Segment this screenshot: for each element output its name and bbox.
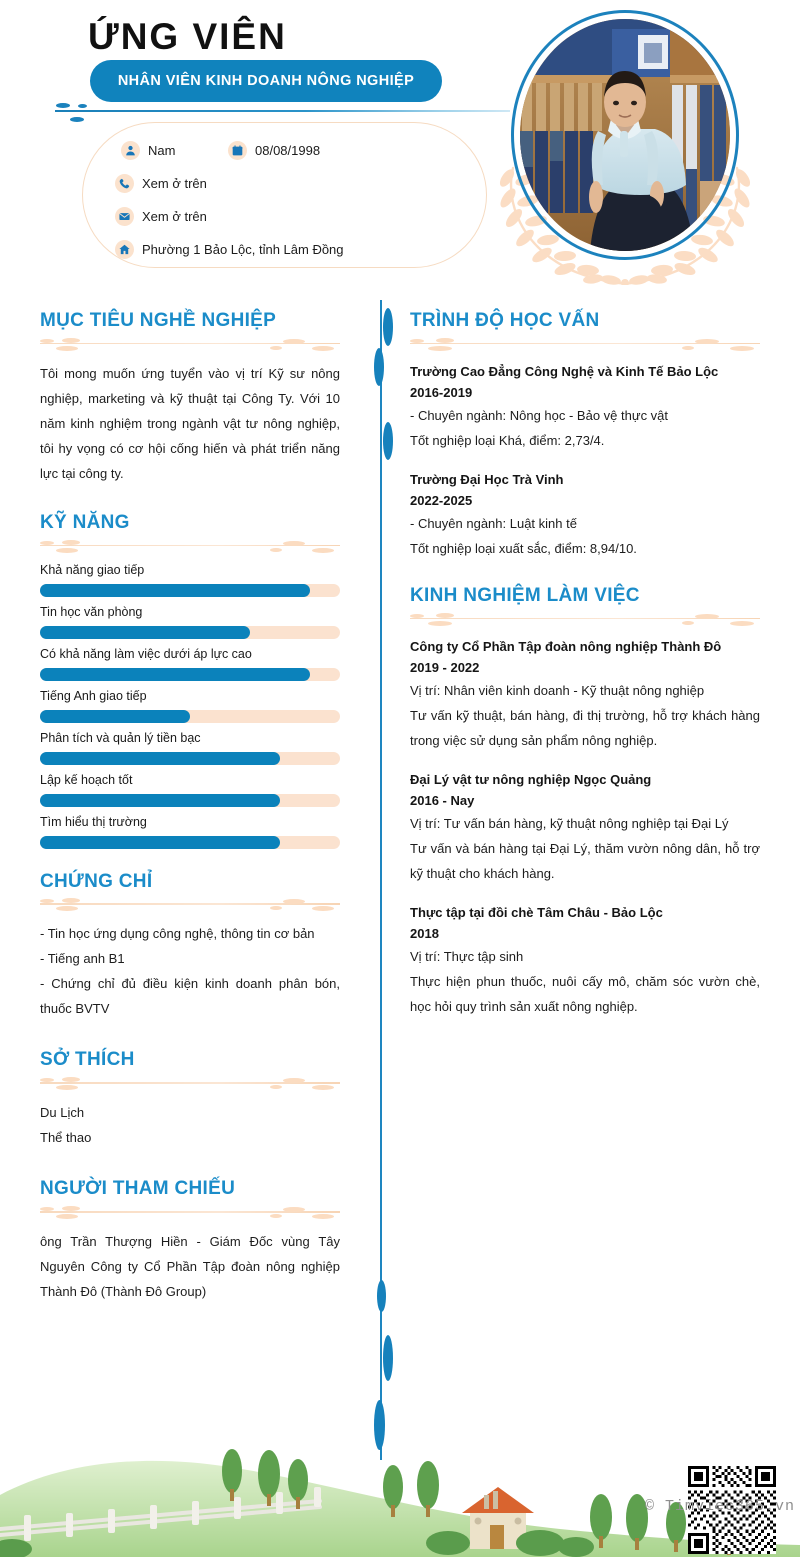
- experience-period: 2018: [410, 925, 439, 941]
- divider-blob-2: [374, 348, 384, 386]
- left-column: [40, 310, 340, 1304]
- skill-bar-track: [40, 794, 340, 807]
- list-item: - Tin học ứng dụng công nghệ, thông tin cơ bản: [40, 926, 315, 942]
- header-dot-3: [70, 117, 84, 122]
- skill-bar-fill: [40, 752, 280, 765]
- experience-detail: Vị trí: Nhân viên kinh doanh - Kỹ thuật nông nghiệp: [410, 682, 705, 698]
- section-certificates: [40, 871, 340, 1022]
- experience-company: Thực tập tại đồi chè Tâm Châu - Bảo Lộc: [410, 904, 663, 920]
- skill-bar-track: [40, 836, 340, 849]
- experience-divider: [410, 612, 760, 626]
- skill-label: Tìm hiểu thị trường: [40, 814, 147, 829]
- experience-entry: [410, 636, 760, 753]
- skill-bar-track: [40, 626, 340, 639]
- page-title: ỨNG VIÊN: [88, 16, 287, 57]
- experience-list: [410, 636, 760, 1019]
- education-detail: Tốt nghiệp loại Khá, điểm: 2,73/4.: [410, 432, 605, 448]
- experience-entry: [410, 769, 760, 886]
- experience-company: Công ty Cổ Phần Tập đoàn nông nghiệp Thành Đô: [410, 638, 722, 654]
- skills-list: [40, 563, 340, 849]
- education-detail: Tốt nghiệp loại xuất sắc, điểm: 8,94/10.: [410, 540, 637, 556]
- experience-detail: Tư vấn kỹ thuật, bán hàng, đi thị trường, hỗ trợ khách hàng trong việc sử dụng sản phẩm nông nghiệp.: [410, 707, 760, 748]
- avatar-ring: [511, 10, 739, 260]
- education-list: [410, 361, 760, 561]
- contact-email: [115, 207, 207, 226]
- column-divider: [372, 300, 394, 1460]
- skill-label: Lập kế hoạch tốt: [40, 772, 133, 787]
- experience-company: Đại Lý vật tư nông nghiệp Ngọc Quảng: [410, 771, 652, 787]
- contact-email-text: Xem ở trên: [142, 209, 207, 224]
- objective-text: Tôi mong muốn ứng tuyển vào vị trí Kỹ sư nông nghiệp, marketing và kỹ thuật tại Công Ty. Với 10 năm kinh nghiệm trong ngành vật tư nông nghiệp, tôi hy vọng có cơ hội cống hiến và phát triển năng lực tại công ty.: [40, 365, 340, 481]
- list-item: - Tiếng anh B1: [40, 951, 125, 967]
- skill-item: [40, 563, 340, 597]
- section-reference: [40, 1178, 340, 1304]
- certificates-list: [40, 921, 340, 1021]
- objective-heading: MỤC TIÊU NGHỀ NGHIỆP: [40, 310, 277, 331]
- certificates-divider: [40, 897, 340, 911]
- skill-bar-fill: [40, 668, 310, 681]
- skill-bar-fill: [40, 626, 250, 639]
- envelope-icon: [115, 207, 134, 226]
- contact-address: [115, 240, 344, 259]
- section-hobbies: [40, 1049, 340, 1150]
- contact-birthday: [228, 141, 320, 160]
- contact-address-text: Phường 1 Bảo Lộc, tỉnh Lâm Đồng: [142, 242, 344, 257]
- skill-bar-track: [40, 752, 340, 765]
- phone-icon: [115, 174, 134, 193]
- home-icon: [115, 240, 134, 259]
- skill-item: [40, 773, 340, 807]
- skill-bar-fill: [40, 794, 280, 807]
- skill-label: Có khả năng làm việc dưới áp lực cao: [40, 646, 252, 661]
- position-badge: NHÂN VIÊN KINH DOANH NÔNG NGHIỆP: [90, 60, 442, 102]
- section-skills: [40, 512, 340, 849]
- reference-divider: [40, 1205, 340, 1219]
- divider-blob-4: [377, 1280, 386, 1312]
- skill-item: [40, 731, 340, 765]
- divider-blob-1: [383, 308, 393, 346]
- reference-text: ông Trần Thượng Hiền - Giám Đốc vùng Tây Nguyên Công ty Cổ Phần Tập đoàn nông nghiệp Thành Đô (Thành Đô Group): [40, 1233, 340, 1299]
- education-entry: [410, 469, 760, 561]
- skill-item: [40, 815, 340, 849]
- education-entry: [410, 361, 760, 453]
- skills-divider: [40, 539, 340, 553]
- experience-period: 2016 - Nay: [410, 792, 475, 808]
- header-dot-1: [56, 103, 70, 108]
- hobbies-divider: [40, 1076, 340, 1090]
- skill-label: Tiếng Anh giao tiếp: [40, 688, 147, 703]
- education-divider: [410, 337, 760, 351]
- skills-heading: KỸ NĂNG: [40, 511, 130, 533]
- contact-phone: [115, 174, 207, 193]
- experience-detail: Vị trí: Tư vấn bán hàng, kỹ thuật nông nghiệp tại Đại Lý: [410, 815, 729, 831]
- right-column: [410, 310, 760, 1035]
- skill-item: [40, 689, 340, 723]
- skill-bar-track: [40, 668, 340, 681]
- hobbies-heading: SỞ THÍCH: [40, 1049, 135, 1071]
- list-item: Thể thao: [40, 1130, 92, 1146]
- skill-item: [40, 647, 340, 681]
- education-period: 2022-2025: [410, 492, 473, 508]
- divider-blob-5: [383, 1335, 393, 1381]
- cv-header: [0, 0, 800, 292]
- person-icon: [121, 141, 140, 160]
- avatar: [511, 10, 739, 260]
- watermark: © Timviec365.vn: [645, 1498, 796, 1515]
- section-education: [410, 310, 760, 561]
- education-detail: - Chuyên ngành: Nông học - Bảo vệ thực vật: [410, 407, 669, 423]
- skill-bar-track: [40, 584, 340, 597]
- list-item: Du Lịch: [40, 1105, 85, 1121]
- skill-bar-fill: [40, 584, 310, 597]
- skill-label: Phân tích và quản lý tiền bạc: [40, 730, 201, 745]
- section-objective: [40, 310, 340, 486]
- education-detail: - Chuyên ngành: Luật kinh tế: [410, 515, 577, 531]
- education-school: Trường Đại Học Trà Vinh: [410, 471, 564, 487]
- education-period: 2016-2019: [410, 384, 473, 400]
- section-experience: [410, 585, 760, 1019]
- experience-period: 2019 - 2022: [410, 659, 480, 675]
- skill-bar-fill: [40, 836, 280, 849]
- experience-detail: Vị trí: Thực tập sinh: [410, 948, 524, 964]
- skill-item: [40, 605, 340, 639]
- experience-detail: Tư vấn và bán hàng tại Đại Lý, thăm vườn nông dân, hỗ trợ kỹ thuật cho khách hàng.: [410, 840, 760, 881]
- skill-label: Khả năng giao tiếp: [40, 562, 145, 577]
- skill-label: Tin học văn phòng: [40, 604, 143, 619]
- contact-gender: [121, 141, 175, 160]
- landscape-decoration: [0, 1437, 800, 1557]
- education-heading: TRÌNH ĐỘ HỌC VẤN: [410, 310, 600, 331]
- experience-detail: Thực hiện phun thuốc, nuôi cấy mô, chăm sóc vườn chè, học hỏi quy trình sản xuất nông nghiệp.: [410, 973, 760, 1014]
- header-rule: [55, 110, 510, 112]
- divider-blob-3: [383, 422, 393, 460]
- skill-bar-fill: [40, 710, 190, 723]
- reference-heading: NGƯỜI THAM CHIẾU: [40, 1178, 236, 1200]
- list-item: - Chứng chỉ đủ điều kiện kinh doanh phân bón, thuốc BVTV: [40, 976, 340, 1017]
- certificates-heading: CHỨNG CHỈ: [40, 870, 153, 892]
- experience-entry: [410, 902, 760, 1019]
- experience-heading: KINH NGHIỆM LÀM VIỆC: [410, 584, 640, 606]
- objective-divider: [40, 337, 340, 351]
- contact-gender-text: Nam: [148, 143, 176, 158]
- hobbies-list: [40, 1100, 340, 1150]
- contact-box: [82, 122, 487, 268]
- header-dot-2: [78, 104, 87, 108]
- contact-phone-text: Xem ở trên: [142, 176, 207, 191]
- calendar-icon: [228, 141, 247, 160]
- skill-bar-track: [40, 710, 340, 723]
- contact-birthday-text: 08/08/1998: [255, 143, 321, 158]
- education-school: Trường Cao Đẳng Công Nghệ và Kinh Tế Bảo Lộc: [410, 363, 719, 379]
